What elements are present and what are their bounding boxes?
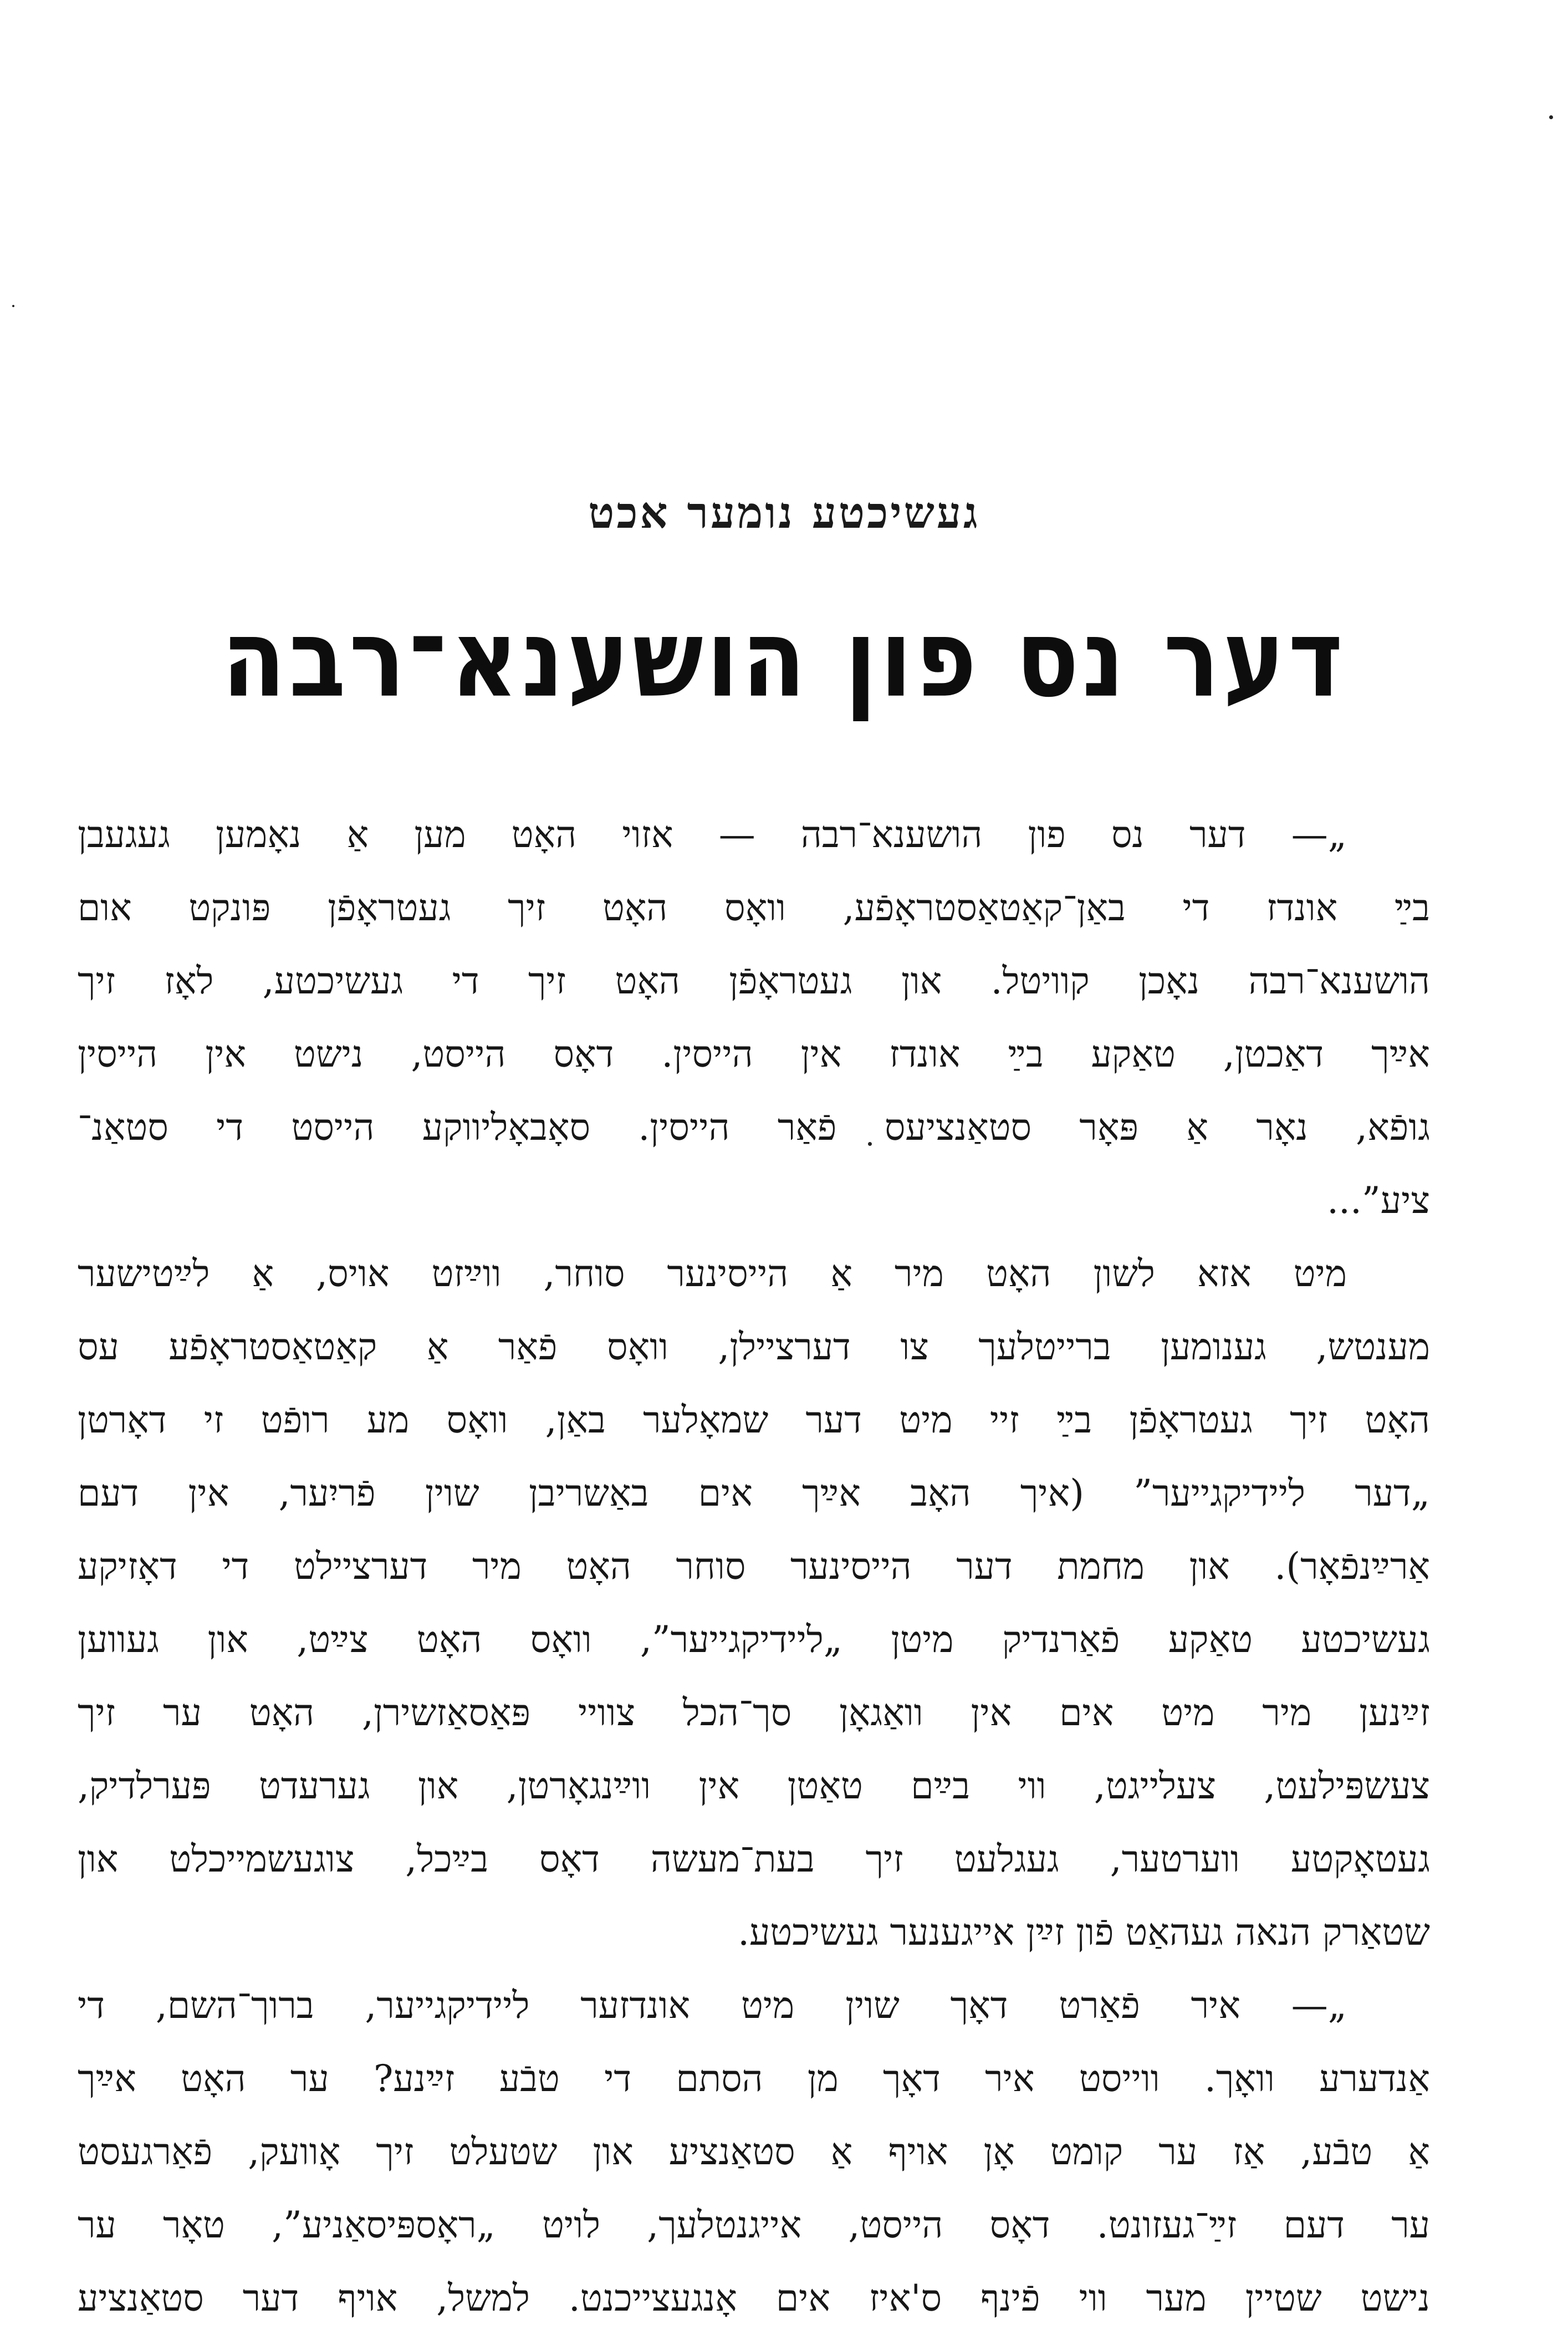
paragraph-3 [78, 1969, 1430, 2335]
story-title: דער נס פון הושענא־רבה [222, 596, 1346, 721]
text-line: נישט שטיין מער ווי פֿינף ס'איז אים אָנגעצייכנט. למשל, אויף דער סטאַנציע [78, 2277, 1430, 2319]
story-body [78, 798, 1430, 2335]
paragraph-1 [78, 798, 1430, 1237]
text-line: „— דער נס פון הושענא־רבה — אזוי האָט מען אַ נאָמען געגעבן [78, 813, 1347, 856]
text-line: ציע”... [1327, 1179, 1430, 1222]
text-line: שטאַרק הנאה געהאַט פֿון זײַן אייגענער געשיכטע. [738, 1911, 1430, 1954]
text-line: זײַנען מיר מיט אים אין וואַגאָן סך־הכל צוויי פּאַסאַזשירן, האָט ער זיך [78, 1691, 1430, 1734]
text-line: האָט זיך געטראָפֿן בײַ זיי מיט דער שמאָלער באַן, וואָס מע רופֿט זי דאָרטן [78, 1399, 1430, 1441]
text-line: געשיכטע טאַקע פֿאַרנדיק מיטן „ליידיקגייער”, וואָס האָט צײַט, און געווען [78, 1618, 1430, 1661]
text-line: „דער ליידיקגייער” (איך האָב אײַך אים באַשריבן שוין פֿריִער, אין דעם [78, 1472, 1430, 1515]
text-line: בײַ אונדז די באַן־קאַטאַסטראָפֿע, וואָס האָט זיך געטראָפֿן פּונקט אום [78, 886, 1430, 929]
text-line: אַ טבֿע, אַז ער קומט אָן אויף אַ סטאַנציע און שטעלט זיך אָוועק, פֿאַרגעסט [78, 2130, 1430, 2173]
scan-speck [12, 305, 14, 307]
text-line: מיט אזא לשון האָט מיר אַ הייסינער סוחר, ווײַזט אויס, אַ לײַטישער [78, 1252, 1347, 1295]
text-line: „— איר פֿאַרט דאָך שוין מיט אונדזער ליידיקגייער, ברוך־השם, די [78, 1984, 1347, 2027]
text-line: אײַך דאַכטן, טאַקע בײַ אונדז אין הייסין. דאָס הייסט, נישט אין הייסין [78, 1033, 1430, 1075]
text-line: אַנדערע וואָך. ווייסט איר דאָך מן הסתם די טבֿע זײַנע? ער האָט אײַך [78, 2057, 1430, 2100]
paragraph-2 [78, 1237, 1430, 1969]
text-line: ער דעם זײַ־געזונט. דאָס הייסט, אייגנטלעך, לויט „ראָספּיסאַניע”, טאָר ער [78, 2204, 1430, 2246]
text-line: מענטש, גענומען ברייטלעך צו דערציילן, וואָס פֿאַר אַ קאַטאַסטראָפֿע עס [78, 1325, 1430, 1368]
text-line: געטאָקטע ווערטער, געגלעט זיך בעת־מעשה דאָס בײַכל, צוגעשמייכלט און [78, 1838, 1430, 1880]
scan-speck [1549, 115, 1553, 119]
text-line: צעשפּילעט, צעלייגט, ווי בײַם טאַטן אין ווײַנגאָרטן, און גערעדט פּערלדיק, [78, 1765, 1430, 1807]
text-line: הושענא־רבה נאָכן קוויטל. און געטראָפֿן האָט זיך די געשיכטע, לאָז זיך [78, 960, 1430, 1002]
text-line: אַרײַנפֿאָר). און מחמת דער הייסינער סוחר האָט מיר דערציילט די דאָזיקע [78, 1545, 1430, 1588]
story-number-heading: געשיכטע נומער אכט [588, 488, 980, 538]
text-line: גופֿא, נאָר אַ פּאָר סטאַנציעס פֿאַר הייסין. סאָבאָליווקע הייסט די סטאַנ־ [78, 1106, 1430, 1149]
